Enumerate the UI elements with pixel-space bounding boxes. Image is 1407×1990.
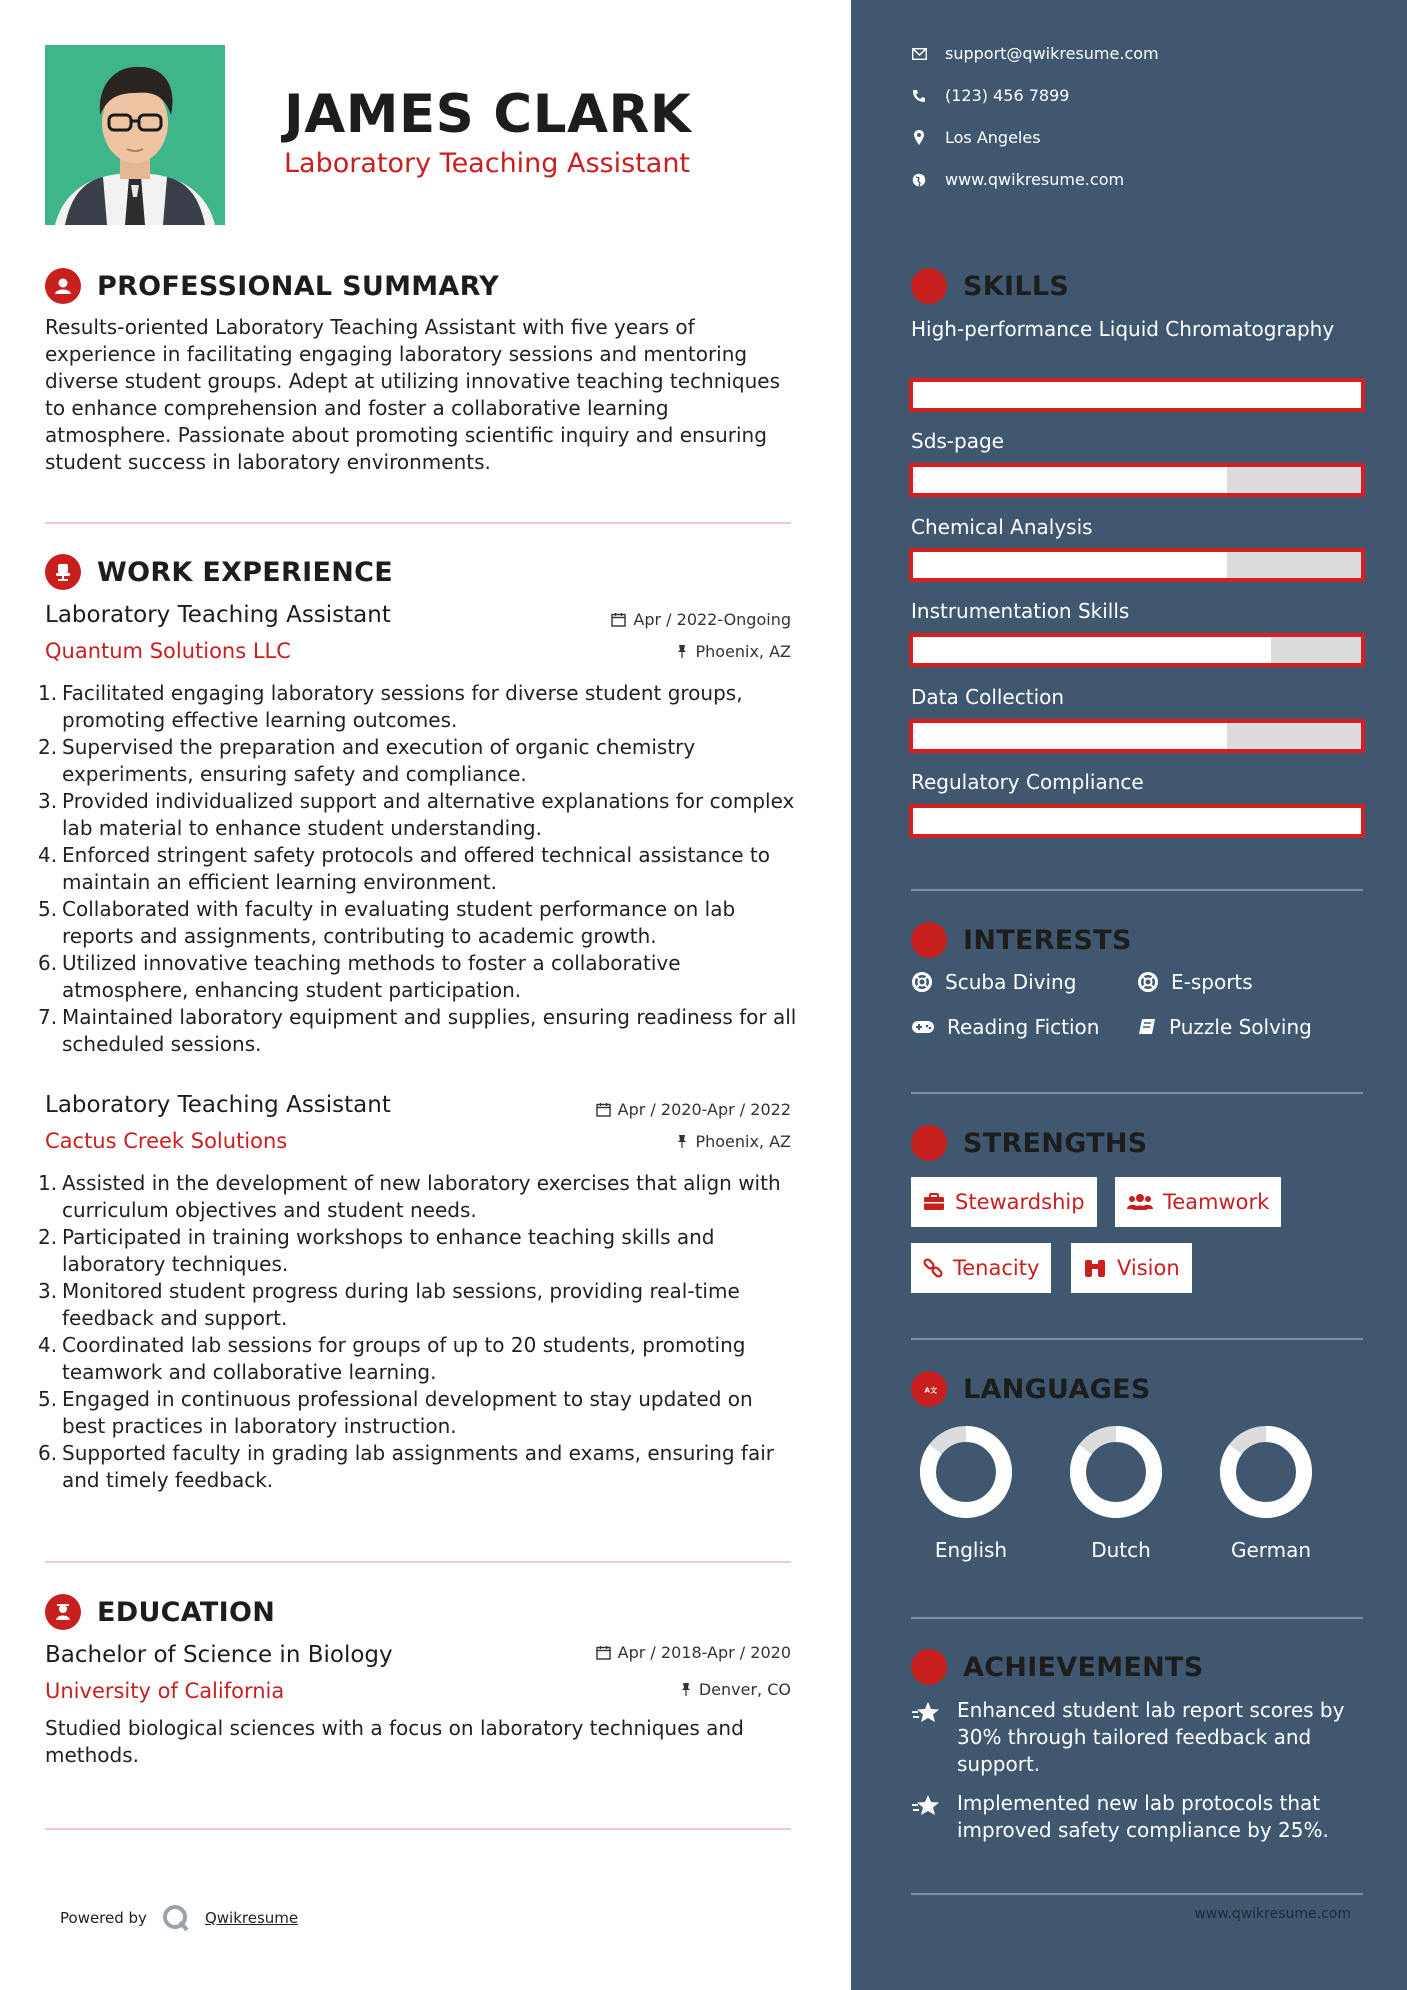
skill-name: Sds-page — [911, 429, 1004, 453]
summary-heading — [45, 268, 499, 304]
list-item: 2. Supervised the preparation and execution of organic chemistry experiments, ensuring safety and compliance. — [38, 735, 696, 786]
language-ring — [1066, 1422, 1166, 1522]
education-description: Studied biological sciences with a focus on laboratory techniques and methods. — [45, 1716, 744, 1767]
list-item: 6. Supported faculty in grading lab assignments and exams, ensuring fair and timely feedback. — [38, 1441, 775, 1492]
location-text: Los Angeles — [945, 128, 1041, 147]
calendar-icon — [596, 1102, 611, 1117]
job-bullets — [38, 680, 802, 1058]
divider — [911, 1092, 1363, 1094]
job-location-text: Phoenix, AZ — [695, 1132, 791, 1151]
skill-bar — [909, 378, 1365, 412]
pin-icon — [676, 644, 688, 659]
gamepad-icon — [911, 1018, 935, 1036]
list-item: 3. Provided individualized support and alternative explanations for complex lab material to enhance student understanding. — [38, 789, 795, 840]
interest-item — [1137, 1015, 1312, 1039]
list-item: 5. Engaged in continuous professional development to stay updated on best practices in laboratory instruction. — [38, 1387, 753, 1438]
job-location-text: Phoenix, AZ — [695, 642, 791, 661]
users-icon — [1127, 1193, 1153, 1211]
calendar-icon — [611, 612, 626, 627]
binoculars-icon — [1083, 1258, 1107, 1278]
school-name: University of California — [45, 1679, 285, 1703]
achievement-item — [911, 1697, 1371, 1778]
achievement-text: Implemented new lab protocols that improved safety compliance by 25%. — [957, 1791, 1329, 1842]
job-title: Laboratory Teaching Assistant — [45, 602, 391, 628]
website-text: www.qwikresume.com — [945, 170, 1125, 189]
strength-tag — [911, 1177, 1097, 1227]
language-label: Dutch — [1091, 1538, 1151, 1562]
language-label: German — [1230, 1538, 1312, 1562]
trophy-star-icon — [911, 1649, 947, 1685]
education-location — [680, 1680, 791, 1699]
list-item: 3. Monitored student progress during lab sessions, providing real-time feedback and support. — [38, 1279, 740, 1330]
interest-item — [1137, 970, 1253, 994]
job-location — [676, 1132, 791, 1151]
achievement-item — [911, 1790, 1371, 1844]
experience-heading — [45, 554, 393, 590]
education-date-text: Apr / 2018-Apr / 2020 — [617, 1643, 791, 1662]
link-icon — [923, 1258, 943, 1278]
interests-title: INTERESTS — [963, 924, 1132, 956]
job-date — [596, 1100, 791, 1119]
skill-bar — [909, 548, 1365, 582]
lifebuoy-icon — [1137, 971, 1159, 993]
skill-fill — [913, 637, 1271, 663]
svg-text:文: 文 — [930, 1386, 937, 1395]
svg-text:A: A — [924, 1386, 930, 1395]
skill-name: Instrumentation Skills — [911, 599, 1130, 623]
skill-name: High-performance Liquid Chromatography — [911, 317, 1335, 341]
skill-fill — [913, 382, 1361, 408]
list-item: 1. Facilitated engaging laboratory sessions for diverse student groups, promoting effective learning outcomes. — [38, 681, 743, 732]
lifebuoy-icon — [911, 971, 933, 993]
divider — [911, 1338, 1363, 1340]
strengths-title: STRENGTHS — [963, 1127, 1148, 1159]
strength-label: Tenacity — [953, 1256, 1040, 1280]
job-bullets — [38, 1170, 802, 1494]
envelope-icon — [911, 48, 927, 60]
language-ring — [1216, 1422, 1316, 1522]
divider — [45, 1828, 791, 1830]
strength-label: Teamwork — [1163, 1190, 1270, 1214]
divider — [911, 1617, 1363, 1619]
phone-text: (123) 456 7899 — [945, 86, 1070, 105]
interests-heading — [911, 922, 1132, 958]
footer-url[interactable]: www.qwikresume.com — [1194, 1906, 1351, 1922]
divider — [45, 522, 791, 524]
summary-text: Results-oriented Laboratory Teaching Assistant with five years of experience in facilitating engaging laboratory sessions and mentoring diverse student groups. Adept at utilizing innovative teaching techniques to enhance comprehension and foster a collaborative learning atmosphere. Passionate about promoting scientific inquiry and ensuring student success in laboratory environments. — [45, 315, 781, 474]
skills-title: SKILLS — [963, 270, 1070, 302]
divider — [911, 1893, 1363, 1895]
star-icon — [911, 1790, 945, 1844]
email-text: support@qwikresume.com — [945, 44, 1159, 63]
job-location — [676, 642, 791, 661]
list-item: 5. Collaborated with faculty in evaluating student performance on lab reports and assignments, contributing to academic growth. — [38, 897, 736, 948]
skill-bar — [909, 719, 1365, 753]
strength-tag — [1071, 1243, 1192, 1293]
education-location-text: Denver, CO — [698, 1680, 791, 1699]
skill-fill — [913, 808, 1361, 834]
experience-title: WORK EXPERIENCE — [97, 556, 393, 588]
interest-label: Scuba Diving — [945, 970, 1077, 994]
skill-name: Chemical Analysis — [911, 515, 1093, 539]
interest-label: Puzzle Solving — [1169, 1015, 1312, 1039]
lightbulb-icon — [911, 268, 947, 304]
pin-icon — [676, 1134, 688, 1149]
paper-plane-icon — [911, 922, 947, 958]
interest-label: E-sports — [1171, 970, 1253, 994]
job-date-text: Apr / 2020-Apr / 2022 — [617, 1100, 791, 1119]
list-item: 1. Assisted in the development of new laboratory exercises that align with curriculum objectives and student needs. — [38, 1171, 781, 1222]
strength-tag — [911, 1243, 1051, 1293]
contact-location — [911, 128, 1041, 147]
translate-icon — [911, 1371, 947, 1407]
job-title: Laboratory Teaching Assistant — [45, 1092, 391, 1118]
skill-name: Regulatory Compliance — [911, 770, 1144, 794]
education-title: EDUCATION — [97, 1596, 276, 1628]
map-marker-icon — [911, 130, 927, 145]
achievement-text: Enhanced student lab report scores by 30% through tailored feedback and support. — [957, 1698, 1345, 1776]
list-item: 4. Enforced stringent safety protocols and offered technical assistance to maintain an efficient learning environment. — [38, 843, 770, 894]
achievements-heading — [911, 1649, 1204, 1685]
globe-icon — [911, 173, 927, 187]
profile-photo — [45, 45, 225, 225]
divider — [911, 889, 1363, 891]
degree-title: Bachelor of Science in Biology — [45, 1642, 393, 1668]
contact-phone[interactable] — [911, 86, 1069, 105]
job-company: Quantum Solutions LLC — [45, 639, 291, 663]
candidate-name: JAMES CLARK — [284, 84, 692, 145]
calendar-icon — [596, 1645, 611, 1660]
list-item: 7. Maintained laboratory equipment and supplies, ensuring readiness for all scheduled sessions. — [38, 1005, 797, 1056]
interest-item — [911, 1015, 1099, 1039]
skill-bar — [909, 804, 1365, 838]
phone-icon — [911, 89, 927, 103]
hand-icon — [911, 1125, 947, 1161]
languages-heading — [911, 1371, 1151, 1407]
job-date — [611, 610, 791, 629]
powered-by-label: Powered by — [60, 1909, 147, 1927]
star-icon — [911, 1697, 945, 1778]
skill-fill — [913, 552, 1227, 578]
language-ring — [916, 1422, 1016, 1522]
education-date — [596, 1643, 791, 1662]
skill-bar — [909, 463, 1365, 497]
graduate-icon — [45, 1594, 81, 1630]
strength-tag — [1115, 1177, 1281, 1227]
book-icon — [1137, 1017, 1157, 1037]
list-item: 4. Coordinated lab sessions for groups of up to 20 students, promoting teamwork and collaborative learning. — [38, 1333, 746, 1384]
skill-name: Data Collection — [911, 685, 1065, 709]
candidate-role: Laboratory Teaching Assistant — [284, 148, 691, 179]
achievements-title: ACHIEVEMENTS — [963, 1651, 1204, 1683]
pin-icon — [680, 1682, 692, 1697]
education-heading — [45, 1594, 275, 1630]
list-item: 6. Utilized innovative teaching methods to foster a collaborative atmosphere, enhancing student participation. — [38, 951, 681, 1002]
strength-label: Vision — [1117, 1256, 1180, 1280]
strengths-heading — [911, 1125, 1148, 1161]
skill-bar — [909, 633, 1365, 667]
job-company: Cactus Creek Solutions — [45, 1129, 288, 1153]
briefcase-icon — [923, 1193, 945, 1211]
interest-item — [911, 970, 1076, 994]
skill-fill — [913, 723, 1227, 749]
skill-fill — [913, 467, 1227, 493]
interest-label: Reading Fiction — [947, 1015, 1100, 1039]
powered-by — [60, 1903, 298, 1933]
job-date-text: Apr / 2022-Ongoing — [633, 610, 791, 629]
qwikresume-link[interactable]: Qwikresume — [204, 1909, 299, 1927]
divider — [45, 1561, 791, 1563]
summary-title: PROFESSIONAL SUMMARY — [97, 270, 500, 302]
qwikresume-logo-icon — [161, 1903, 191, 1933]
contact-email[interactable] — [911, 44, 1159, 63]
list-item: 2. Participated in training workshops to enhance teaching skills and laboratory techniques. — [38, 1225, 715, 1276]
user-icon — [45, 268, 81, 304]
chair-icon — [45, 554, 81, 590]
strength-label: Stewardship — [955, 1190, 1085, 1214]
languages-title: LANGUAGES — [963, 1373, 1151, 1405]
skills-heading — [911, 268, 1069, 304]
contact-website[interactable] — [911, 170, 1124, 189]
language-label: English — [934, 1538, 1008, 1562]
